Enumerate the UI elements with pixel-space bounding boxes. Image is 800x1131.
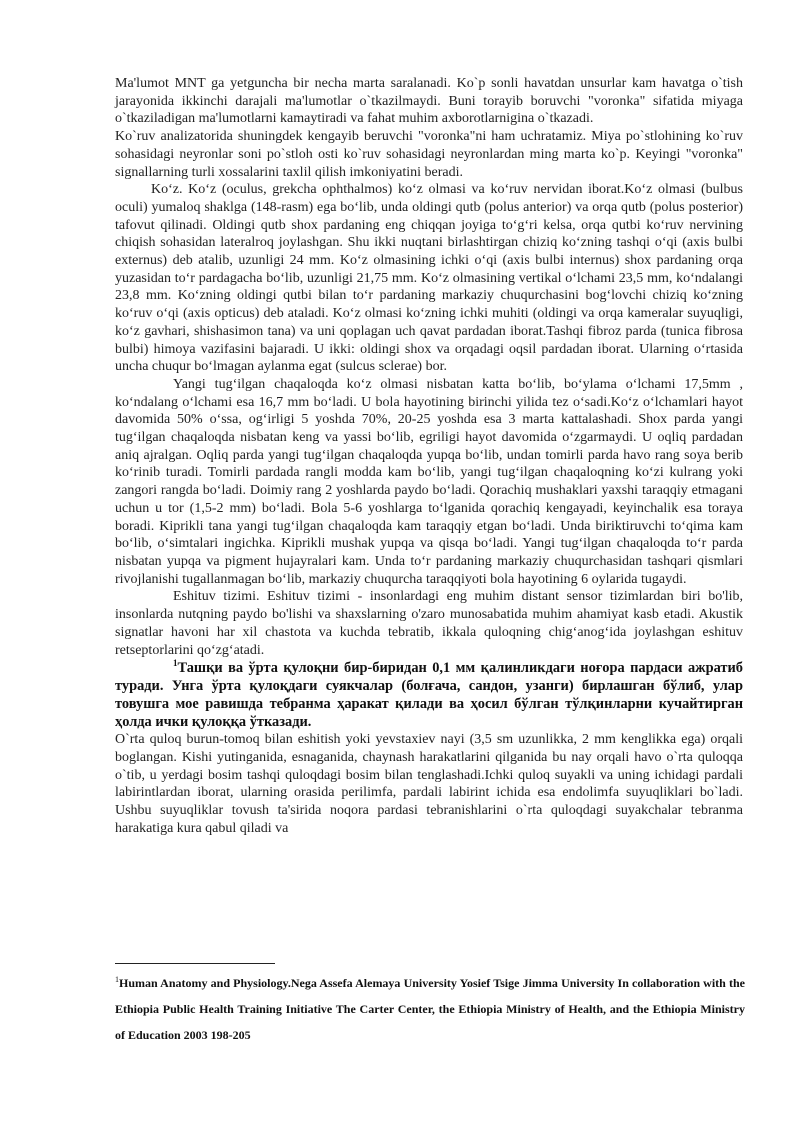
paragraph-koz: Ko‘z. Ko‘z (oculus, grekcha ophthalmos) ko‘z olmasi va ko‘ruv nervidan iborat.Ko‘z olmasi (bulbus oculi) yumaloq shaklga (148-rasm) ega bo‘lib, unda oldingi qutb (polus anterior) va orqa qutb (polus posterior) tafovut qilinadi. Oldingi qutb shox pardaning eng chiqqan joyiga to‘g‘ri kelsa, orqa qutbi ko‘ruv nervining chiqish sohasidan lateralroq joylashgan. Shu ikki nuqtani birlashtirgan chiziq ko‘zning tashqi o‘qi (axis bulbi externus) deb atalib, uzunligi 24 mm. Ko‘z olmasining ichki o‘qi (axis bulbi internus) shox pardaning orqa yuzasidan to‘r pardagacha bo‘lib, uzunligi 21,75 mm. Ko‘z olmasining vertikal o‘lchami 23,5 mm, ko‘ndalangi 23,8 mm. Ko‘zning oldingi qutbi bilan to‘r pardaning markaziy chuqurchasini bog‘lovchi chiziq ko‘zning ko‘ruv o‘qi (axis opticus) deb ataladi. Ko‘z olmasi ko‘zning ichki muhiti (oldingi va orqa kameralar suyuqligi, ko‘z gavhari, shishasimon tana) va uni qoplagan uch qavat pardadan iborat.Tashqi fibroz parda (tunica fibrosa bulbi) himoya vazifasini bajaradi. U ikki: oldingi shox va orqadagi oqsil pardadan iborat. Ularning o‘rtasida uncha chuqur bo‘lmagan aylanma egat (sulcus sclerae) bor. bbox=[115, 182, 743, 375]
footnote-text: Human Anatomy and Physiology.Nega Assefa Alemaya University Yosief Tsige Jimma University In collaboration with the Ethiopia Public Health Training Initiative The Carter Center, the Ethiopia Ministry of Health, and the Ethiopia Ministry of Education 2003 198-205 bbox=[115, 976, 745, 1042]
footnote-mark: 1 bbox=[115, 975, 119, 984]
paragraph-voronka-2: Ko`ruv analizatorida shuningdek kengayib beruvchi "voronka"ni ham uchratamiz. Miya po`stlohining ko`ruv sohasidagi neyronlar soni po`stloh osti ko`ruv sohasidagi neyronlardan ming marta ko`p. Keyingi "voronka" signallarning turli xossalarini taxlil qilish imkoniyatini beradi. bbox=[115, 129, 743, 180]
paragraph-eshituv: Eshituv tizimi. Eshituv tizimi - insonlardagi eng muhim distant sensor tizimlardan biri bo'lib, insonlarda nutqning paydo bo'lishi va shaxslarning o'zaro munosabatida muhim ahamiyat kasb etadi. Akustik signatlar havoni har xil chastota va kuchda tebratib, ikkala quloqning chig‘anog‘ida joylashgan eshituv retseptorlarini qo‘zg‘atadi. bbox=[115, 589, 743, 658]
paragraph-middle-ear-bold bbox=[115, 659, 743, 731]
paragraph-inner-ear: O`rta quloq burun-tomoq bilan eshitish yoki yevstaxiev nayi (3,5 sm uzunlikka, 2 mm kenglikka ega) orqali boglangan. Kishi yutinganida, esnaganida, chaynash harakatlarini qilganida bu nay orqali havo o`rta quloqqa o`tib, u yerdagi bosim tashqi quloqdagi bosim bilan tenglashadi.Ichki quloq suyakli va uning ichidagi pardali labirintlardan iborat, ularning orasida perilimfa, pardali labirint ichida esa endolimfa suyuqliklari bo`ladi. Ushbu suyuqliklar tovush ta'sirida noqora pardasi tebranishlarini o`rta quloqdagi suyakchalar tebranma harakatiga kura qabul qiladi va bbox=[115, 732, 743, 836]
document-body bbox=[115, 75, 743, 837]
bold-paragraph-text: Ташқи ва ўрта қулоқни бир-биридан 0,1 мм қалинликдаги ноғора пардаси ажратиб туради. Унга ўрта қулоқдаги суякчалар (болғача, сандон, узанги) бирлашган бўлиб, улар товушга мое равишда тебранма ҳаракат қилади ва ҳосил бўлган тўлқинларни кучайтирган ҳолда ички қулоққа ўтказади. bbox=[115, 660, 743, 731]
footnote bbox=[115, 970, 745, 1048]
footnote-separator bbox=[115, 963, 275, 964]
paragraph-newborn-eye: Yangi tug‘ilgan chaqaloqda ko‘z olmasi nisbatan katta bo‘lib, bo‘ylama o‘lchami 17,5mm , ko‘ndalang o‘lchami esa 16,7 mm bo‘ladi. U bola hayotining birinchi yilida tez o‘sadi.Ko‘z o‘lchamlari hayot davomida 50% o‘ssa, og‘irligi 5 yoshda 70%, 20-25 yoshda esa 3 marta kattalashadi. Shox parda yangi tug‘ilgan chaqaloqda nisbatan keng va yassi bo‘lib, egriligi hayot davomida o‘zgarmaydi. U oqliq pardadan aniq ajralgan. Oqliq parda yangi tug‘ilgan chaqaloqda yupqa bo‘lib, undan tomirli parda havo rang soya berib ko‘rinib turadi. Tomirli pardada rangli modda kam bo‘lib, yangi tug‘ilgan chaqaloqning ko‘zi kulrang yoki zangori rangda bo‘ladi. Doimiy rang 2 yoshlarda paydo bo‘ladi. Qorachiq mushaklari yaxshi taraqqiy etmagani uchun u tor (1,5-2 mm) bo‘ladi. Bola 5-6 yoshlarga to‘lganida qorachiq kengayadi, keyinchalik esa toraya boradi. Kiprikli tana yangi tug‘ilgan chaqaloqda kam taraqqiy etgan bo‘ladi. Unda biriktiruvchi to‘qima kam bo‘lib, o‘simtalari ingichka. Kiprikli mushak yupqa va qisqa bo‘ladi. Yangi tug‘ilgan chaqaloqda to‘r parda nisbatan yupqa va pigment hujayralari kam. Unda to‘r pardaning markaziy chuqurchasidan tashqari qismlari rivojlanishi tugallanmagan bo‘lib, markaziy chuqurcha taraqqiyoti bola hayotining 6 oylarida tugaydi. bbox=[115, 376, 743, 587]
footnote-reference: 1 bbox=[173, 658, 178, 669]
paragraph-voronka-1: Ma'lumot MNT ga yetguncha bir necha marta saralanadi. Ko`p sonli havatdan unsurlar kam havatga o`tish jarayonida ikkinchi darajali ma'lumotlar o`tkazilmaydi. Buni torayib boruvchi "voronka" sifatida miyaga o`tkaziladigan ma'lumotlarni kamaytiradi va fahat muhim axborotlarnigina o`tkazadi. bbox=[115, 76, 743, 127]
